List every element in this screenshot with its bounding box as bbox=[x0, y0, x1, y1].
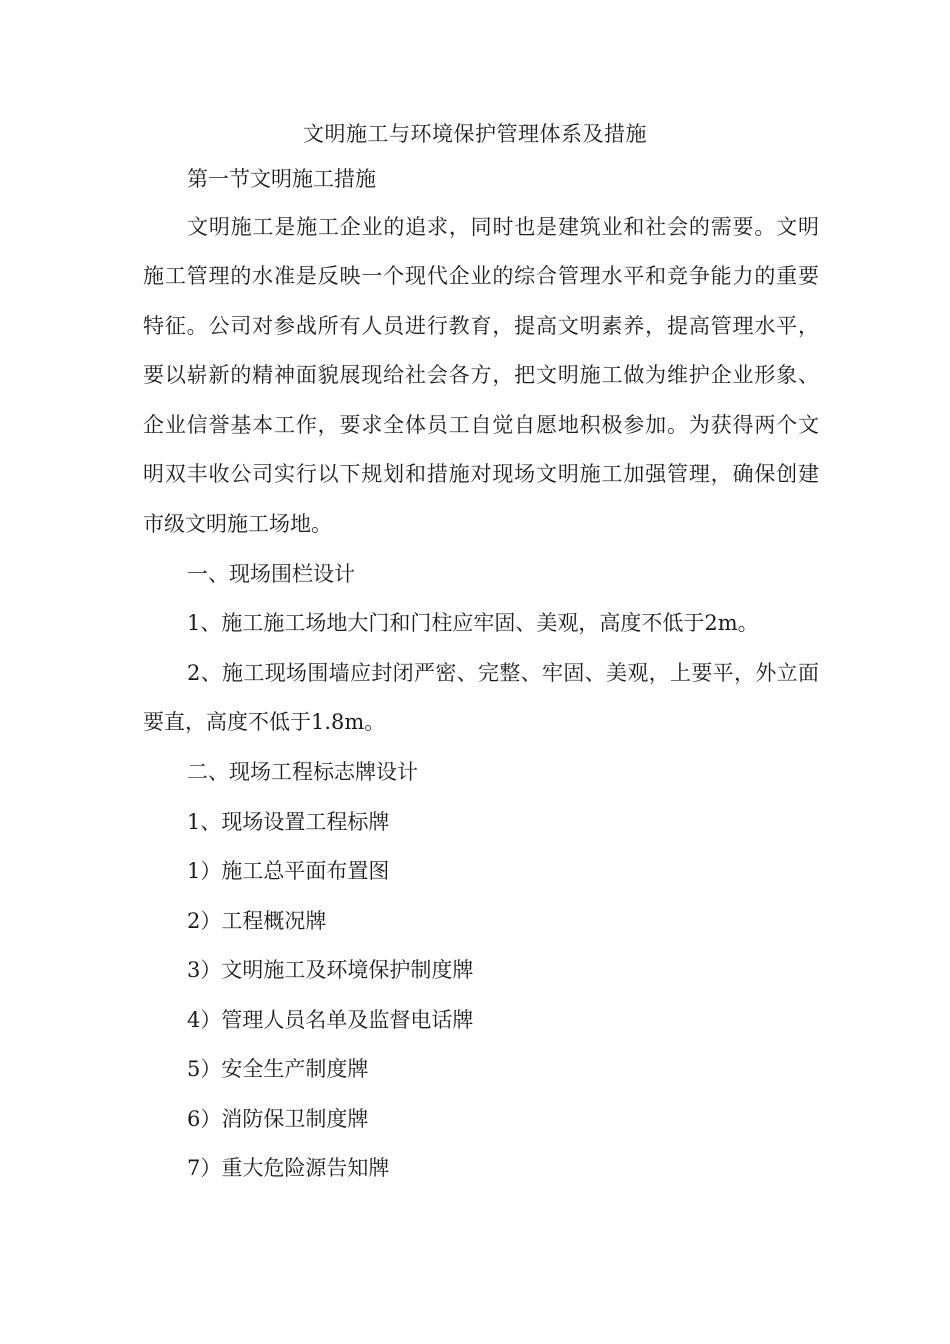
subsection-heading: 二、现场工程标志牌设计 bbox=[187, 760, 418, 784]
intro-line: 文明施工是施工企业的追求，同时也是建筑业和社会的需要。文明 bbox=[187, 215, 819, 239]
intro-line: 明双丰收公司实行以下规划和措施对现场文明施工加强管理，确保创建 bbox=[143, 462, 819, 486]
subsection-heading: 一、现场围栏设计 bbox=[187, 562, 355, 586]
list-item: 要直，高度不低于1.8m。 bbox=[143, 710, 386, 734]
sign-list-item: 7）重大危险源告知牌 bbox=[187, 1156, 390, 1180]
section-heading: 第一节文明施工措施 bbox=[187, 167, 376, 191]
intro-line: 企业信誉基本工作，要求全体员工自觉自愿地积极参加。为获得两个文 bbox=[143, 413, 819, 437]
list-item: 2、施工现场围墙应封闭严密、完整、牢固、美观，上要平，外立面 bbox=[187, 661, 819, 685]
intro-line: 施工管理的水准是反映一个现代企业的综合管理水平和竞争能力的重要 bbox=[143, 264, 819, 288]
sign-list-item: 3）文明施工及环境保护制度牌 bbox=[187, 958, 474, 982]
list-item: 1、施工施工场地大门和门柱应牢固、美观，高度不低于2m。 bbox=[187, 611, 759, 635]
sign-list-item: 4）管理人员名单及监督电话牌 bbox=[187, 1008, 474, 1032]
intro-line: 市级文明施工场地。 bbox=[143, 512, 332, 536]
intro-line: 特征。公司对参战所有人员进行教育，提高文明素养，提高管理水平， bbox=[143, 314, 819, 338]
sign-list-item: 2）工程概况牌 bbox=[187, 909, 327, 933]
document-title: 文明施工与环境保护管理体系及措施 bbox=[303, 122, 647, 146]
sign-list-item: 5）安全生产制度牌 bbox=[187, 1057, 369, 1081]
sign-list-item: 6）消防保卫制度牌 bbox=[187, 1107, 369, 1131]
intro-line: 要以崭新的精神面貌展现给社会各方，把文明施工做为维护企业形象、 bbox=[143, 363, 819, 387]
sign-list-item: 1）施工总平面布置图 bbox=[187, 859, 390, 883]
list-item: 1、现场设置工程标牌 bbox=[187, 810, 390, 834]
